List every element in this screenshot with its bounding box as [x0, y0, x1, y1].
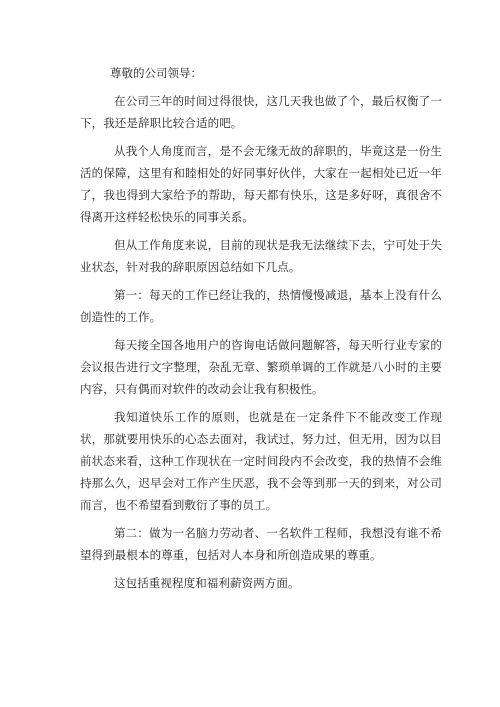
salutation: 尊敬的公司领导：	[110, 66, 202, 80]
paragraph-2: 从我个人角度而言，是不会无缘无故的辞职的，毕竟这是一份生活的保障，这里有和睦相处的好同事好伙伴，大家在一起相处已近一年了，我也得到大家给予的帮助，每天都有快乐，这是多好呀，真很舍不得离开这样轻松快乐的同事关系。	[80, 144, 442, 224]
resignation-letter	[80, 62, 442, 600]
paragraph-1: 在公司三年的时间过得很快，这几天我也做了个，最后权衡了一下，我还是辞职比较合适的吧。	[80, 94, 442, 130]
paragraph-5: 每天接全国各地用户的咨询电话做问题解答，每天听行业专家的会议报告进行文字整理，杂乱无章、繁琐单调的工作就是八小时的主要内容，只有偶而对软件的改动会让我有积极性。	[80, 338, 442, 396]
paragraph-4: 第一：每天的工作已经让我的，热情慢慢减退，基本上没有什么创造性的工作。	[80, 288, 442, 324]
paragraph-7: 第二：做为一名脑力劳动者、一名软件工程师，我想没有谁不希望得到最根本的尊重，包括对人本身和所创造成果的尊重。	[80, 526, 442, 562]
paragraph-8: 这包括重视程度和福利薪资两方面。	[114, 576, 300, 590]
paragraph-6: 我知道快乐工作的原则，也就是在一定条件下不能改变工作现状，那就要用快乐的心态去面对，我试过，努力过，但无用，因为以目前状态来看，这种工作现状在一定时间段内不会改变，我的热情不会维持那么久，迟早会对工作产生厌恶，我不会等到那一天的到来，对公司而言，也不希望看到敷衍了事的员工。	[80, 410, 442, 512]
paragraph-3: 但从工作角度来说，目前的现状是我无法继续下去，宁可处于失业状态，针对我的辞职原因总结如下几点。	[80, 238, 442, 274]
